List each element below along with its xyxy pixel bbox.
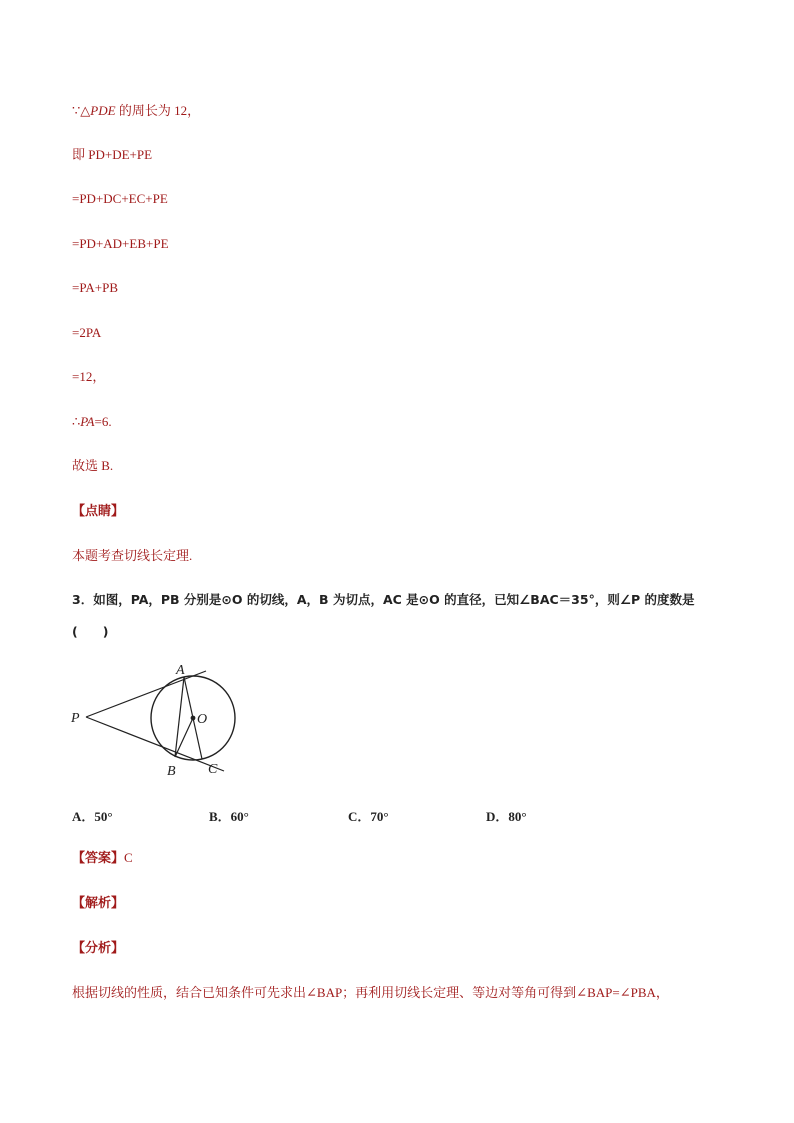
line-text: =6. <box>94 414 112 429</box>
label-c: C <box>208 762 218 777</box>
solution-line-4: =PD+AD+EB+PE <box>72 236 169 251</box>
triangle-name: △PDE <box>80 103 116 118</box>
segment-name: PA <box>80 414 95 429</box>
answer-tag: 【答案】 <box>72 850 125 865</box>
fenxi-tag: 【分析】 <box>72 940 125 955</box>
option-b[interactable]: B．60° <box>209 809 249 824</box>
dianjing-tag: 【点睛】 <box>72 503 125 518</box>
answer-line <box>72 850 133 866</box>
answer-value: C <box>124 850 133 865</box>
solution-line-3: =PD+DC+EC+PE <box>72 191 168 206</box>
because-symbol: ∵ <box>72 103 81 118</box>
dianjing-text: 本题考查切线长定理. <box>72 548 193 563</box>
question-number: 3． <box>72 592 94 607</box>
option-c[interactable]: C．70° <box>348 809 389 824</box>
question-stem <box>72 592 695 608</box>
solution-line-2: 即 PD+DE+PE <box>72 147 153 162</box>
chord-ab <box>175 677 184 757</box>
solution-line-6: =2PA <box>72 325 102 340</box>
option-a[interactable]: A．50° <box>72 809 113 824</box>
label-o: O <box>197 712 208 727</box>
center-point <box>191 716 196 721</box>
jiexi-tag: 【解析】 <box>72 895 125 910</box>
question-text: 如图，PA，PB 分别是⊙O 的切线，A，B 为切点，AC 是⊙O 的直径，已知∠BAC＝35°，则∠P 的度数是 <box>93 592 695 607</box>
solution-line-1 <box>72 103 200 119</box>
solution-line-7: =12， <box>72 369 106 384</box>
solution-line-5: =PA+PB <box>72 280 118 295</box>
option-d[interactable]: D．80° <box>486 809 527 824</box>
label-p: P <box>71 711 80 726</box>
solution-line-8 <box>72 414 112 430</box>
question-bracket: ( ) <box>72 624 109 639</box>
analysis-text: 根据切线的性质，结合已知条件可先求出∠BAP；再利用切线长定理、等边对等角可得到∠BAP=∠PBA， <box>72 985 669 1000</box>
label-b: B <box>167 764 176 779</box>
solution-line-9: 故选 B. <box>72 458 114 473</box>
therefore-symbol: ∴ <box>72 414 81 429</box>
line-text: 的周长为 12， <box>118 103 201 118</box>
label-a: A <box>176 663 185 678</box>
tangent-circle-figure <box>66 660 256 780</box>
